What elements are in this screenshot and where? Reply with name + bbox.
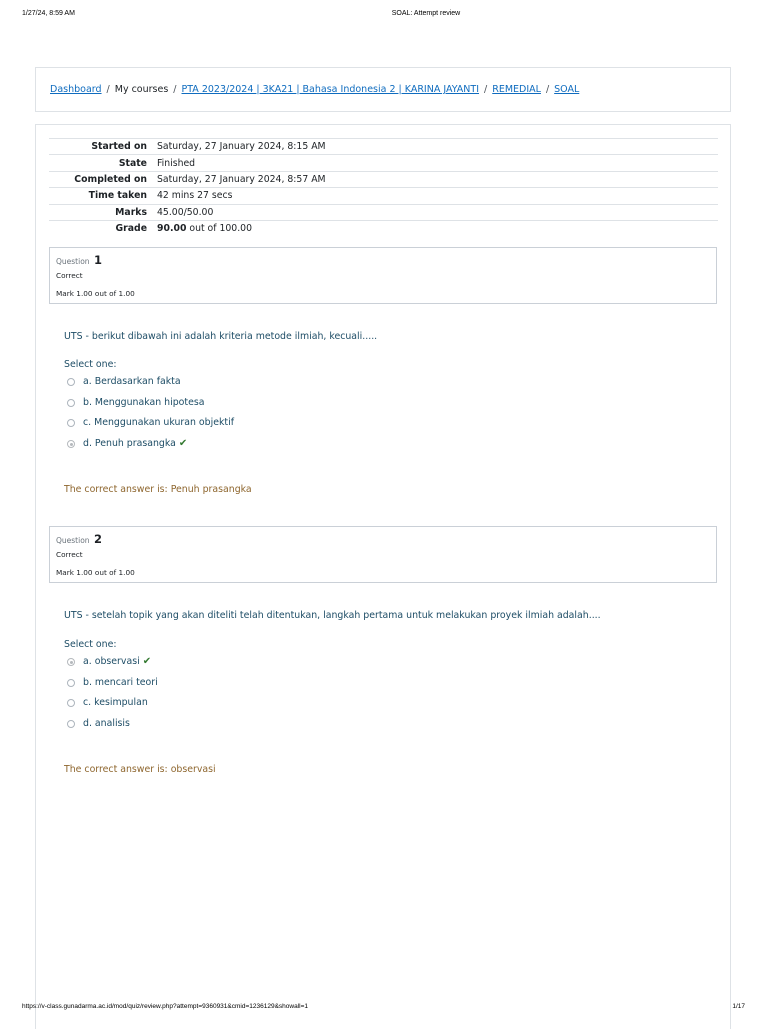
breadcrumb-separator: / [106,84,110,95]
question-mark: Mark 1.00 out of 1.00 [56,568,135,577]
summary-label: Started on [91,141,147,153]
question-number-value: 2 [93,532,102,546]
summary-label: State [118,157,147,169]
question-number-value: 1 [93,253,102,267]
print-url: https://v-class.gunadarma.ac.id/mod/quiz/review.php?attempt=9360931&cmid=1236129&showall=1 [22,1003,308,1010]
question-info-box [49,526,717,583]
question-text: UTS - berikut dibawah ini adalah kriteria metode ilmiah, kecuali..... [64,331,378,342]
answer-option-text: d. Penuh prasangka [83,438,176,449]
breadcrumb-my-courses: My courses [114,84,169,95]
question-label: Question [56,257,90,266]
print-title: SOAL: Attempt review [391,10,461,17]
correct-answer-feedback: The correct answer is: Penuh prasangka [64,484,252,495]
question-number [56,532,102,546]
summary-value: Saturday, 27 January 2024, 8:57 AM [157,173,326,185]
summary-row-started [49,139,718,155]
summary-value [157,220,718,236]
breadcrumb-separator: / [484,84,488,95]
breadcrumb-dashboard-link[interactable]: Dashboard [50,84,102,95]
answer-option-label: b. mencari teori [83,677,158,688]
question-mark: Mark 1.00 out of 1.00 [56,289,135,298]
question-state: Correct [56,550,83,559]
breadcrumb-quiz-link[interactable]: SOAL [554,84,580,95]
summary-row-marks [49,204,718,220]
question-info-box [49,247,717,304]
print-footer [0,1003,768,1015]
summary-value: Saturday, 27 January 2024, 8:15 AM [157,141,326,153]
grade-suffix: out of 100.00 [186,223,253,235]
radio-button-selected[interactable] [67,658,75,666]
summary-row-grade [49,220,718,236]
answer-option-label [83,438,187,449]
print-header [0,10,768,24]
breadcrumb-separator: / [173,84,177,95]
answer-option-label [83,656,151,667]
question-label: Question [56,536,90,545]
answer-prompt: Select one: [64,359,117,370]
summary-value: 45.00/50.00 [157,206,214,218]
breadcrumb-line [50,84,579,95]
grade-value: 90.00 [157,223,187,235]
summary-label: Time taken [88,190,147,202]
answer-prompt: Select one: [64,639,117,650]
answer-option-label: c. kesimpulan [83,697,148,708]
radio-button[interactable] [67,399,75,407]
summary-row-completed [49,171,718,187]
summary-value: 42 mins 27 secs [157,190,233,202]
check-icon: ✔ [178,438,188,449]
answer-option-text: a. observasi [83,656,140,667]
print-datetime: 1/27/24, 8:59 AM [22,10,75,17]
summary-label: Grade [115,223,147,235]
radio-button[interactable] [67,720,75,728]
summary-row-time-taken [49,188,718,204]
question-state: Correct [56,271,83,280]
radio-button-selected[interactable] [67,440,75,448]
answer-option-label: d. analisis [83,718,130,729]
summary-label: Marks [115,206,147,218]
radio-button[interactable] [67,419,75,427]
summary-value: Finished [157,157,196,169]
summary-label: Completed on [74,173,147,185]
print-page-number: 1/17 [732,1003,745,1010]
question-number [56,253,102,267]
answer-option-label: c. Menggunakan ukuran objektif [83,417,234,428]
radio-button[interactable] [67,699,75,707]
answer-option-label: a. Berdasarkan fakta [83,376,181,387]
question-text: UTS - setelah topik yang akan diteliti telah ditentukan, langkah pertama untuk melakukan proyek ilmiah adalah.... [64,610,601,621]
check-icon: ✔ [142,656,152,667]
breadcrumb-separator: / [545,84,550,95]
breadcrumb-course-link[interactable]: PTA 2023/2024 | 3KA21 | Bahasa Indonesia 2 | KARINA JAYANTI [181,84,480,95]
answer-option-label: b. Menggunakan hipotesa [83,397,205,408]
correct-answer-feedback: The correct answer is: observasi [64,764,216,775]
breadcrumb-section-link[interactable]: REMEDIAL [492,84,541,95]
attempt-summary-table [49,138,718,237]
radio-button[interactable] [67,378,75,386]
radio-button[interactable] [67,679,75,687]
breadcrumb [35,67,731,112]
summary-row-state [49,155,718,171]
